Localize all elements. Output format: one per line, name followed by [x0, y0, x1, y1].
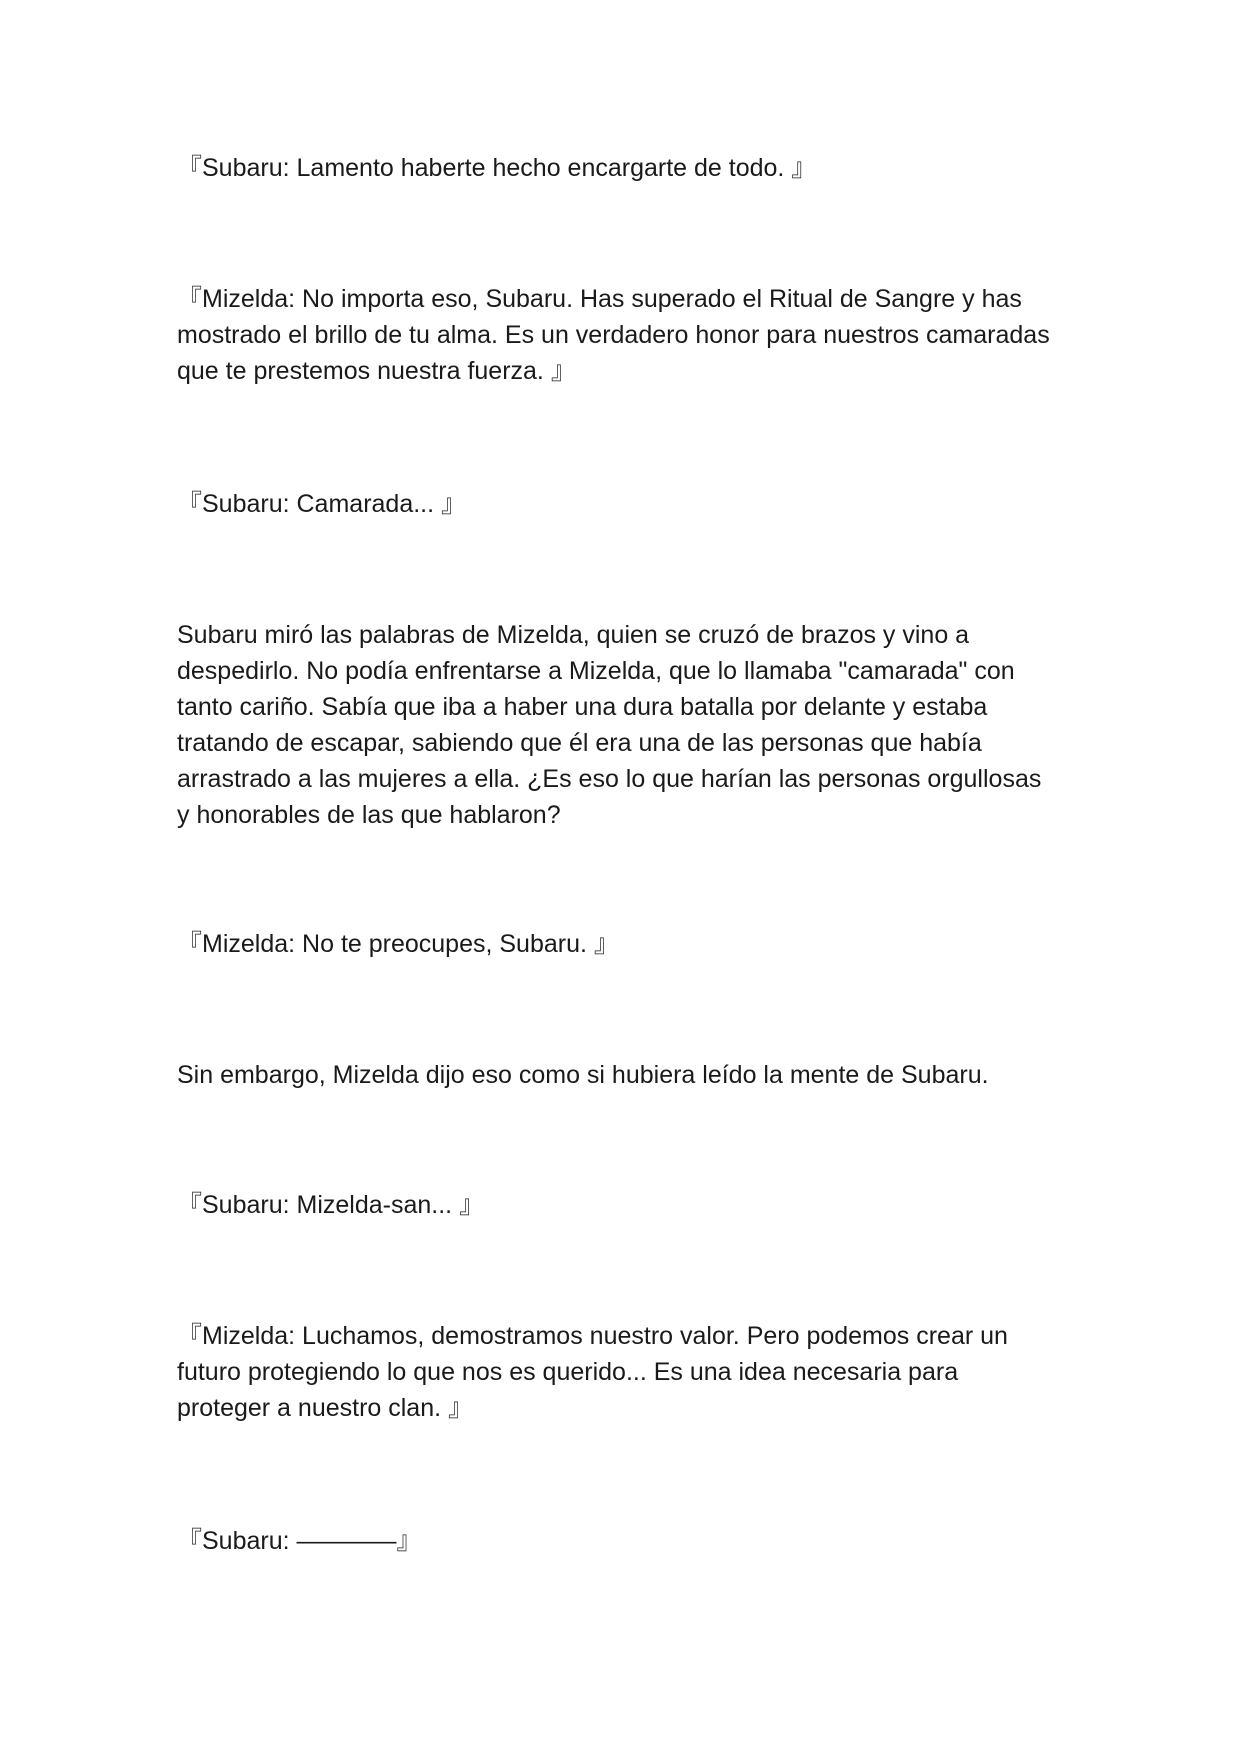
dialogue-subaru-camarada: 『Subaru: Camarada... 』 — [177, 490, 467, 518]
dialogue-subaru-mizelda-san: 『Subaru: Mizelda-san... 』 — [177, 1191, 485, 1219]
narration-subaru-thoughts: Subaru miró las palabras de Mizelda, quien se cruzó de brazos y vino a despedirlo. No podía enfrentarse a Mizelda, que lo llamaba "camarada" con tanto cariño. Sabía que iba a haber una dura batalla por delante y estaba tratando de escapar, sabiendo que él era una de las personas que había arrastrado a las mujeres a ella. ¿Es eso lo que harían las personas orgullosas y honorables de las que hablaron? — [177, 621, 1042, 829]
dialogue-subaru-silence: 『Subaru: ————』 — [177, 1527, 422, 1555]
dialogue-mizelda-ritual: 『Mizelda: No importa eso, Subaru. Has superado el Ritual de Sangre y has mostrado el brillo de tu alma. Es un verdadero honor para nuestros camaradas que te prestemos nuestra fuerza. 』 — [177, 285, 1050, 385]
dialogue-subaru-apology: 『Subaru: Lamento haberte hecho encargarte de todo. 』 — [177, 154, 817, 182]
narration-mizelda-mind: Sin embargo, Mizelda dijo eso como si hubiera leído la mente de Subaru. — [177, 1061, 989, 1089]
dialogue-mizelda-luchamos: 『Mizelda: Luchamos, demostramos nuestro valor. Pero podemos crear un futuro protegiendo lo que nos es querido... Es una idea necesaria para proteger a nuestro clan. 』 — [177, 1322, 1008, 1422]
dialogue-mizelda-no-te-preocupes: 『Mizelda: No te preocupes, Subaru. 』 — [177, 930, 619, 958]
